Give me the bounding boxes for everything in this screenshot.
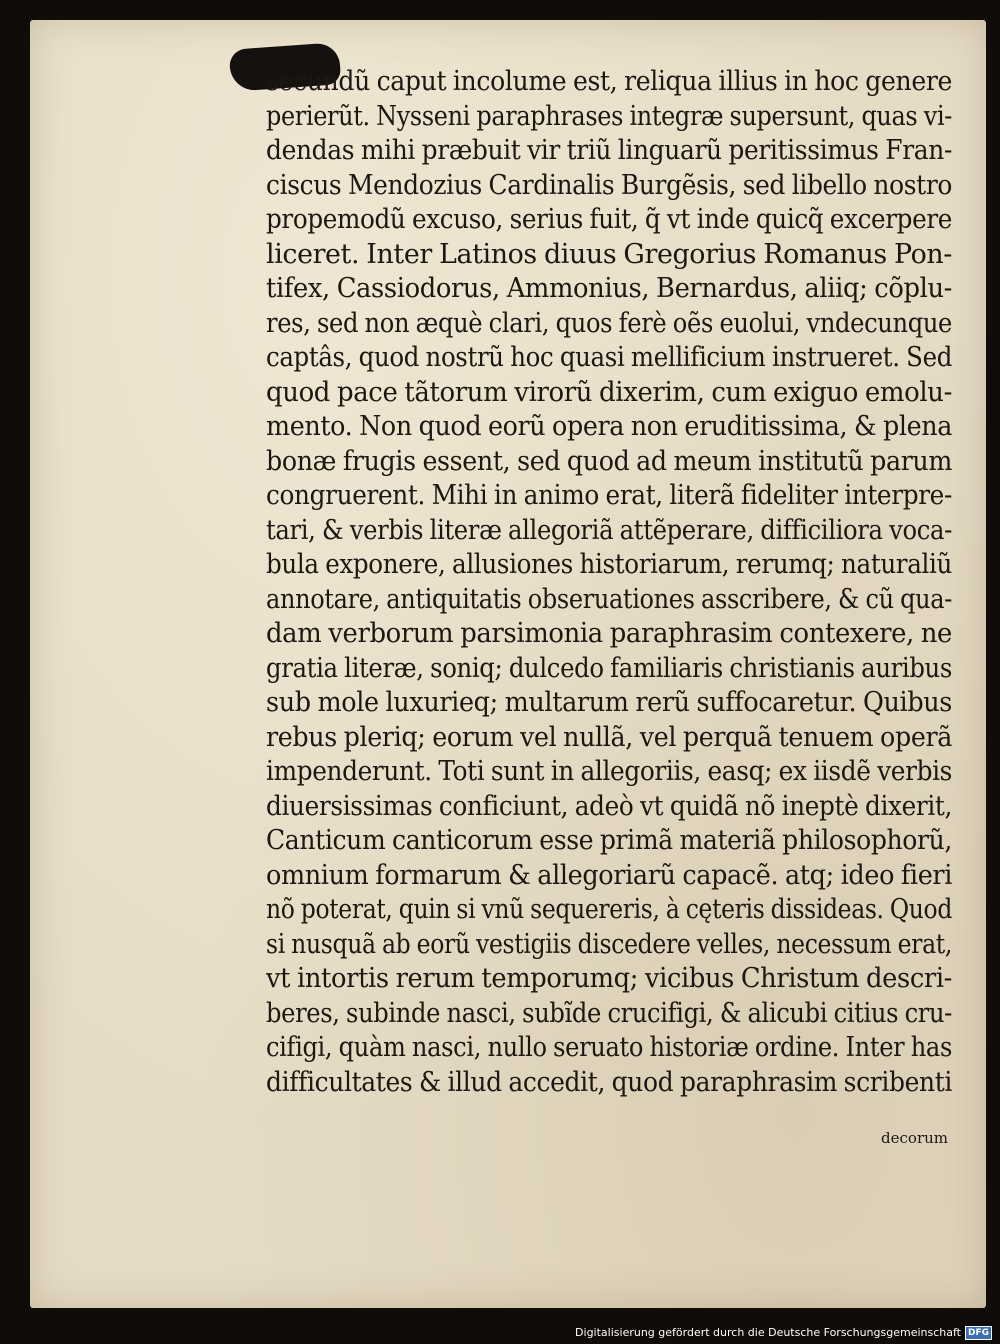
text-line-content: sub mole luxurieq; multarum rerũ suffocaretur. Quibus [266,686,952,718]
text-line [266,409,952,444]
text-line-content: vt intortis rerum temporumq; vicibus Christum descri- [266,962,952,994]
text-line [266,789,952,824]
text-line [266,858,952,893]
text-line-content: difficultates & illud accedit, quod paraphrasim scribenti [266,1065,952,1098]
text-line [266,616,952,651]
credit-text: Digitalisierung gefördert durch die Deutsche Forschungsgemeinschaft [575,1326,961,1339]
text-line [266,961,952,996]
text-line-content: rebus pleriq; eorum vel nullã, vel perquã tenuem operã [266,720,952,753]
text-line [266,478,952,513]
dfg-logo-icon: DFG [965,1326,992,1340]
text-line [266,685,952,720]
text-line [266,996,952,1031]
text-line [266,1065,952,1100]
text-line-content: tari, & verbis literæ allegoriã attẽperare, difficiliora voca- [266,513,952,546]
text-line-content: dendas mihi præbuit vir triũ linguarũ peritissimus Fran- [266,134,952,166]
text-line-content: tifex, Cassiodorus, Ammonius, Bernardus, aliiq; cõplu- [266,272,952,304]
text-line [266,582,952,617]
text-line-content: perierũt. Nysseni paraphrases integræ supersunt, quas vi- [266,99,952,132]
text-line [266,306,952,341]
digitization-credit [575,1326,992,1340]
text-line [266,99,952,134]
text-line [266,720,952,755]
text-line-content: nõ poterat, quin si vnũ sequereris, à cęteris dissideas. Quod [266,893,952,925]
text-line-content: liceret. Inter Latinos diuus Gregorius Romanus Pon- [266,237,952,270]
text-line-content: cifigi, quàm nasci, nullo seruato historiæ ordine. Inter has [266,1031,952,1063]
text-line-content: omnium formarum & allegoriarũ capacẽ. atq; ideo fieri [266,858,952,891]
text-line-content: beres, subinde nasci, subĩde crucifigi, & alicubi citius cru- [266,996,952,1029]
text-line-content: dam verborum parsimonia paraphrasim contexere, ne [266,617,952,649]
text-line-content: impenderunt. Toti sunt in allegoriis, easq; ex iisdẽ verbis [266,755,952,787]
text-line-content: gratia literæ, soniq; dulcedo familiaris christianis auribus [266,651,952,684]
text-line [266,375,952,410]
text-line [266,547,952,582]
text-line-content: Canticum canticorum esse primã materiã philosophorũ, [266,824,952,856]
text-line [266,133,952,168]
text-line-content: diuersissimas conficiunt, adeò vt quidã nõ ineptè dixerit, [266,789,952,822]
text-line [266,754,952,789]
text-line-content: congruerent. Mihi in animo erat, literã fideliter interpre- [266,479,952,511]
text-line [266,927,952,962]
text-line-content: captâs, quod nostrũ hoc quasi mellificium instrueret. Sed [266,341,952,373]
text-line-content: ciscus Mendozius Cardinalis Burgẽsis, sed libello nostro [266,168,952,201]
text-line-content: mento. Non quod eorũ opera non eruditissima, & plena [266,410,952,442]
text-line [266,237,952,272]
text-line-content: secundũ caput incolume est, reliqua illius in hoc genere [266,65,952,97]
text-line [266,340,952,375]
text-line [266,168,952,203]
text-line-content: annotare, antiquitatis obseruationes asscribere, & cũ qua- [266,582,952,615]
text-line-content: propemodũ excuso, serius fuit, q̃ vt inde quicq̃ excerpere [266,203,952,235]
text-line [266,64,952,99]
text-line-content: bula exponere, allusiones historiarum, rerumq; naturaliũ [266,548,952,580]
page-body-text [266,64,952,1099]
text-line-content: res, sed non æquè clari, quos ferè oẽs euolui, vndecunque [266,306,952,339]
text-line [266,271,952,306]
text-line [266,202,952,237]
text-line-content: si nusquã ab eorũ vestigiis discedere velles, necessum erat, [266,927,952,960]
text-line [266,444,952,479]
text-line-content: bonæ frugis essent, sed quod ad meum institutũ parum [266,444,952,477]
catchword: decorum [881,1129,948,1147]
text-line [266,513,952,548]
text-line [266,823,952,858]
text-line-content: quod pace tãtorum virorũ dixerim, cum exiguo emolu- [266,375,952,408]
text-line [266,892,952,927]
text-line [266,1030,952,1065]
text-line [266,651,952,686]
